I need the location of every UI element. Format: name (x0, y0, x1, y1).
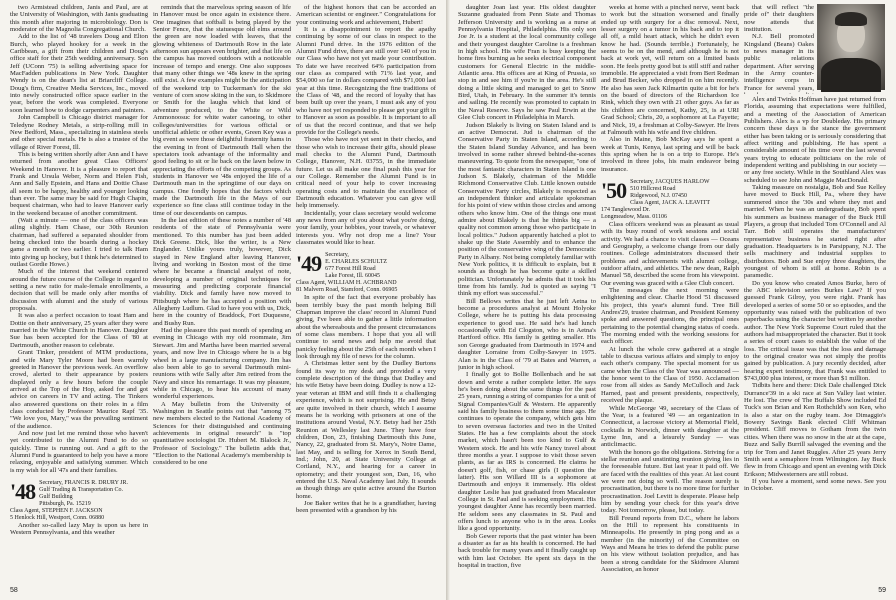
paragraph: Grant Tinker, president of MTM productions, and wife Mary Tyler Moore had been warmly greeted in Hanover the previous week. An overflow crowd, alerted to their appearance by posters displayed only a few hours before the couple arrived at the Top of the Hop, asked for and got advice on careers in TV and acting. The Tinkers also answered questions on their roles in a film class conducted by Professor Maurice Rapf '35. "We love you, Mary," was the prevailing sentiment of the audience. (10, 349, 148, 430)
address-line: 5 Henlock Hill, Westport, Conn. 06880 (10, 515, 105, 521)
right-column-3-top (744, 4, 814, 94)
secretary-line: Secretary, JACQUES HARLOW (630, 178, 710, 185)
paragraph: Bob Gewer reports that the past winter has been a disaster as far as his health is concerned. He had back trouble for many years and it finally caught up with him last October. He spent six days in the hospital in traction, five (458, 532, 596, 570)
paragraph: It was also a perfect occasion to toast Ham and Dottie on their anniversary, 25 years after they were married in the White Church in Hanover. Daughter Sue has been accepted for the Class of '80 at Dartmouth, another reason to celebrate. (10, 312, 148, 349)
paragraph: Bill Bellows writes that he just left Aetna to become a procedures analyst at Mount Holyoke College, where he is putting his data processing experience to good use. He said he's had lunch occasionally with Ed Clogston, who is in Aetna's Hartford office. His family is getting smaller. His son George graduated from Dartmouth in 1974 and daughter Lorraine from Colby-Sawyer in 1975. Alan is in the Class of '79 at Bates and Warren, a junior in high school. (458, 297, 596, 371)
class-49-header (296, 252, 436, 294)
right-column-2 (601, 4, 739, 590)
paragraph: It is a disappointment to report the apathy continuing by some of our class in respect to the Alumni Fund drive. In the 1976 edition of the Alumni Fund drive, there are still over 140 of you in our Class who have not yet made your contribution. To date we have received 64% participation from our class as compared with 71% last year, and $54,000 so far in dollars compared with $71,000 last year at this time. Recognizing the fine traditions of the Class of '48, and the record of loyalty that has been built up over the years, I must ask any of you who have not yet responded to please get your gift in to Hanover as soon as possible. It is important to all of us that the record continue, and that we help provide for the College's needs. (296, 26, 436, 136)
paragraph: John Campbell is Chicago district manager for Teledyne Rodney Metals, a strip-rolling mill in New Bedford, Mass., specializing in stainless steels and other special metals. He is also a trustee of the village of River Forest, Ill. (10, 114, 148, 151)
paragraph: At lunch the whole crew gathered at a single table to discuss various affairs and simply to enjoy each other's company. The special moment for us came when the Class of the Year was announced — the honor went to the Class of 1950. Acclamation rose from all sides as Sandy McCulloch and Jack Harned, past and present presidents, respectively, received the plaque. (601, 345, 739, 405)
paragraph: Bill Freund reports from D.C., where he labors on the Hill to represent his constituents in Minneapolis. He presently in ping pong and as a member (in the minority) of the Committee on Ways and Means he tries to defend the public purse on his view without isolation prejudice, and has been a strong candidate for the Skidmore Alumni Association, an honor (601, 514, 739, 574)
paragraph: And now just let me remind those who haven't yet contributed to the Alumni Fund to do so quickly. Time is running out. And a gift to the Alumni Fund is guaranteed to help you have a more relaxing, enjoyable and satisfying summer. Which is my wish for all '47s and their families. (10, 429, 148, 474)
address-line: 174 Tanglewood Dr. (601, 206, 650, 213)
paragraph: Also in Maine, Bob McKay says he spent a week at Tunis, Kenya, last spring and will be back this spring when he is on a trip to Europe. He's involved in three jobs, his main endeavor being insurance. (601, 136, 739, 173)
paragraph: Those who have not yet sent in their checks, and those who wish to increase their gifts, should please mail checks to the Alumni Fund, Dartmouth College, Hanover, N.H. 03755, in the immediate future. Let us all make one final push this year for our College. Remember the Alumni Fund is in critical need of your help to cover increasing operating costs and to maintain the excellence of Dartmouth education. Whatever you can give will help immensely. (296, 136, 436, 210)
class-year: '49 (296, 251, 322, 277)
paragraph: Much of the interest that weekend centered around the future course of the College in regard to setting a new ratio for male-female enrollments, a decision that will be made only after months of discussion with alumni and the study of various proposals. (10, 268, 148, 313)
paragraph: In spite of the fact that everyone probably has been terribly busy the past month helping Bill Chapman improve the class' record in Alumni Fund giving, I've been able to gather a little information about the whereabouts and the present circumstances of some class members. I hope that you all will continue to send news and help me avoid that panicky feeling about the 25th of each month when I look through my file of news for the column. (296, 294, 436, 361)
paragraph: Incidentally, your class secretary would welcome any news from any of you about what you're doing, your family, your hobbies, your travels, or whatever interests you. Why not drop me a line? Your classmates would like to hear. (296, 209, 436, 246)
secretary-line: Secretary, (325, 252, 349, 259)
right-column-1 (458, 4, 596, 590)
paragraph: I finally got to Bollie Bollenbach and he sat down and wrote a rather complete letter. He says he's been doing about the same things for the past 25 years, running a string of companies for a unit of Signal Companies/Gulf & Western. He apparently said his family business to them some time ago. He continues to operate the company, which gets him to seven overseas factories and two in the United States. He has a few complaints about the stock market, which hasn't been too kind to Gulf & Western stock. He and his wife Nancy travel about three months a year. I suppose to visit those seven plants, as far as IRS is concerned. He claims he doesn't golf, fish, or chase girls (I question the latter). His son Willard III is a sophomore at Dartmouth and enjoys it immensely. His oldest daughter Leslie has just graduated from Macalester College in St. Paul and is seeking employment. His youngest daughter Anne has recently been married. He seldom sees any classmates in St. Paul and offers lunch to anyone who is in the area. Looks like a good opportunity. (458, 371, 596, 533)
paragraph: N.J. Bell promoted Kingsland (Beans) Oakes to news manager in its public relations department. After serving in the Army counter-intelligence corps in France for several years, (744, 33, 814, 92)
address-line: Longmeadow, Mass. 01106 (601, 213, 668, 220)
class-agent-line: Class Agent, WILLIAM H. ACHBRAND (296, 280, 397, 287)
paragraph: Class officers weekend was as pleasant as usual with its busy round of work sessions and social activity. We had a chance to visit classes — Oceans and Geography, a welcome change from our daily routines. College administrators discussed their problems and achievements with alumni college, outdoor affairs, and athletics. The new dean, Ralph Manuel '58, described the scene from his viewpoint. Our evening was graced with a Glee Club concert. (601, 220, 739, 287)
paragraph: reminds that the marvelous spring season of life in Hanover must be once again in existence there. One imagines that softball is being played by the Senior Fence, that the statuesque old elms around the green are now loaded with leaves, that the glowing whiteness of Dartmouth Row in the late afternoon sun appears even brighter, and that life on the campus has moved outdoors with a noticeable increase of tempo and energy. One also supposes that many other things we '48s knew in the spring still exist. A few examples might be the anticipation of the weekend trip to Tuckerman's for the ski venture of corn snow skiing in the sun, to Skidmore or Smith for the laughs which that kind of adventure produced, to the White or Wild Ammonoosuc for white water canoeing, to other colleges/universities for various official or unofficial athletic or other events, Green Key was a big event as were those delightful fraternity hams in the evening in front of Dartmouth Hall when the spectators took advantage of the informality and good feeling to sit or lie back on the lawn below in appreciating the efforts of the competing groups. As students in Hanover we '48s enjoyed the life of a Dartmouth man in the springtime of our days on campus. One fondly hopes that the factors which made the Dartmouth life in the Mays of our experience so fine class still continue today in the time of our descendants on campus. (153, 4, 291, 217)
class-agent-line: Class Agent, JACK A. LEAVITT (630, 199, 711, 206)
paragraph: With the honors go the obligations. Striving for a stellar reunion and unstinting reunion giving lies in the foreseeable future. But last year it paid off. We are faced with the realities of this year. At last count we were not doing so well. The reason surely is procrastination, but there is no more time for further procrastination. Joel Levitt is desperate. Please help him by sending your check for this year's drive today. Not tomorrow, please, but today. (601, 448, 739, 515)
address-line: Gulf Trading & Transportation Co. (39, 487, 123, 493)
paragraph: This is being written shortly after Ann and I have returned from another great Class Officers' Weekend in Hanover. It is a pleasure to report that Frank and Ursula Weber, Norm and Helen Fish, Ann and Sally Epstein, and Hans and Dottie Chase all seem to be happy, healthy and younger looking than ever. The same may be said for Hugh Chapin, bequest chairman, who had to leave Hanover early in the weekend because of another commitment. (10, 150, 148, 217)
paragraph: of the highest honors that can be accorded an American scientist or engineer." Congratulations for your continuing work and achievement, Hubert! (296, 4, 436, 26)
paragraph: two Armistead children, Janis and Paul, are at the University of Washington, with Janis graduating this month after majoring in microbiology. Don is moderator of the Magnolia Congregational Church. (10, 4, 148, 34)
paragraph: that will reflect "the pride of" their daughters now attends that institution. (744, 4, 814, 34)
address-line: 510 Hillcrest Road (630, 185, 676, 192)
left-column-2 (153, 4, 291, 590)
address-line: Gulf Building (39, 494, 73, 500)
secretary-line: Secretary, FRANCIS R. DRURY JR. (39, 480, 129, 486)
page-number: 59 (878, 587, 886, 594)
left-column-3 (296, 4, 436, 590)
paragraph: Judson Blakely is living on Staten Island and is an active Democrat. Jud is chairman of the Conservative Party in Staten Island, according to the Staten Island Sunday Advance, and has been involved in some rather shrewd behind-the-scenes maneuvering. To quote from the newspaper, "one of the most fantastic characters in Staten Island is one Judson S. Blakely, chairman of the Middle Richmond Conservative Club. Little known outside Conservative Party circles, Blakely is respected as an independent thinker and articulate spokesman for his point of view within those circles and among others who know him. One of the things one must admire about Blakely is that he thinks big — a quality not common among those who participate in local politics." Judson apparently hatched a plot to shake up the State Assembly and to enhance the position of the conservative wing of the Democratic Party in Albany. Not being completely familiar with New York politics, it is difficult to explain, but it sounds as though he has become quite a skilled politician. Unfortunately he admits that it took his time from his family. Jud is quoted as saying "I think my effort was successful." (458, 121, 596, 298)
address-line: 677 Forest Hill Road (325, 266, 376, 273)
address-line: Lake Forest, Ill. 60045 (325, 273, 380, 280)
portrait-photo (817, 4, 885, 90)
paragraph: While McGeorge '49, secretary of the Class of the Year, is a featured '49 — an organization in Connecticut, a lacrosse victory at Memorial Field, cocktails in Norwich, dinner with daughter at the Lyme Inn, and a leisurely Sunday — was anticlimactic. (601, 404, 739, 449)
class-year: '48 (10, 479, 36, 504)
paragraph: Joe Baker writes that he is a grandfather, having been presented with a grandson by his (296, 499, 436, 515)
paragraph: weeks at home with a pinched nerve, went back to work but the situation worsened and finally ended up with surgery for a disc removal. Next, lesser surgery on a tumor in his back and to top it all off, a mild heart attack, which he didn't even know he had. (Sounds terrible.) Fortunately, he seems to be on the mend, and although he is not back at work yet, will return on a limited basis soon. He feels pretty good but is still stiff and rather immobile. He appreciated a visit from Bert Redman and Brud Becker, who dropped in on him recently. He also has seen Jack Kilmartin quite a bit for he's on the board of directors of the Richardson Ice Rink, which they own with 21 other guys. As far as his children are concerned, Kathy, 25, is at URI Grad School; Chris, 20, a sophomore at La Fayette; and Nick, 19, a freshman at Colby-Sawyer. He lives at Falmouth with his wife and five children. (601, 4, 739, 136)
right-column-3-bottom (744, 96, 886, 590)
paragraph: Another so-called lazy May is upon us here in Western Pennsylvania, and this weather (10, 522, 148, 537)
paragraph: Had the pleasure this past month of spending an evening in Chicago with my old roommate, Jim Stewart. Jim and Martha have been married several years, and now live in Chicago where he is a big wheel in a large manufacturing company. Jim has also been able to go to several Dartmouth mini-reunions with wife Sally after Jim retired from the Navy and since his remarriage. It was my pleasure, while in Chicago, to hear his account of many wonderful experiences. (153, 327, 291, 401)
paragraph: (Wait a minute — one of the class officers was ailing slightly. Ham Chase, our 30th Reunion chairman, had suffered a separated shoulder from being checked into the boards during a hockey game a month or two earlier. I tried to talk Ham into giving up hockey, but I think he's determined to outlast Gordie Howe.) (10, 216, 148, 269)
class-year: '50 (601, 177, 627, 203)
address-line: Ridgewood, N.J. 07450 (630, 192, 687, 199)
address-line: 81 Malvern Road, Stamford, Conn. 06905 (296, 287, 398, 294)
secretary-name: E. CHARLES SCHULTZ (325, 259, 388, 266)
paragraph: daughter Joan last year. His oldest daughter Suzanne graduated from Penn State and Thomas Jefferson University and is working as a nurse at Pennsylvania Hospital, Philadelphia. His only son Joe Jr. is a student at the local community college and their youngest daughter Caroline is a freshman in high school. His wife Fran is busy keeping the home fires burning as he seeks electrical component customers for General Electric in the middle-Atlantic area. His offices are at King of Prussia, so stop in and see him if you're in the area. He's still doing a little skiing and managed to get to Snow Bird, Utah, in February. In the summer it's tennis and sailing. He recently was promoted to captain in the Naval Reserve. Says he saw Paul Erwin at the Glee Club concert in Philadelphia in March. (458, 4, 596, 122)
class-agent-line: Class Agent, STEPHEN F. JACKSON (10, 508, 103, 514)
paragraph: Add to the list of '48 travelers Doug and Elton Burch, who played hookey for a week in the Caribbean, a gift from their children and Doug's office staff for their 25th wedding anniversary. Son Jeff (UConn '75) is selling advertising space for MacFadden publications in New York. Daughter Wendy is on the dean's list at Briarcliff College. Doug's firm, Creative Media Services, Inc., moved into newly constructed office space earlier in the year, before the work was completed. Everyone soon learned how to dodge carpenters and painters. (10, 33, 148, 114)
paragraph: Taking measure on nostalgia, Bob and Sue Kelley have moved to Buck Hill, Pa., where they have summered since the '30s and where they met and married. When he was an undergraduate, Bob spent his summers as business manager of the Buck Hill Players, a group that included Tom O'Connell and Al Tarr. Bob still operates the manufacturers' representative business he started right after graduation. Headquarters is in Parsippany, N.J. The sells machinery and industrial supplies to distributors. Bob and Sue enjoy three daughters, the youngest of whom is still at home. Robin is a paramedic. (744, 184, 886, 280)
paragraph: The messages the next morning were enlightening and clear. Charlie Hood '51 discussed his project, this year's alumni fund. Tree Bill Andres'29, trustee chairman, and President Kemeny spoke and answered questions, the principal ones pertaining to the potential changing status of coeds. The morning ended with the working sessions for each officer. (601, 287, 739, 346)
paragraph: A May bulletin from the University of Washington in Seattle points out that "among 75 new members elected to the National Academy of Sciences for their distinguished and continuing achievements in original research" is "top quantitative sociologist Dr. Hubert M. Blalock Jr., Professor of Sociology." The bulletin adds that, "Election to the National Academy's membership is considered to be one (153, 400, 291, 467)
class-48-header (10, 480, 148, 522)
left-column-1 (10, 4, 148, 590)
paragraph: If you have a moment, send some news. See you in October. (744, 477, 886, 493)
paragraph: A Christmas letter sent by the Dudley Burtons found its way to my desk and provided a very complete description of the things that Dudley and his wife Betsy have been doing. Dudley is now a 12-year veteran at IBM and still finds it a challenging experience, which is not surprising. He and Betsy are quite involved in their church, which I assume means he is working with prisoners at one of the institutions around Vestal, N.Y. Betsy had her 25th Reunion at Wellesley last June. They have four children, Don, 23, finishing Dartmouth this June, Nancy, 22, graduated from St. Mary's, Notre Dame, last May, and is selling for Xerox in South Bend, Ind.; John, 20, at State University College at Cortland, N.Y., and hearing for a career in optometry; and their youngest son, Dan, 16, who entered the U.S. Naval Academy last July. It sounds as though things are quite active around the Burton home. (296, 360, 436, 500)
class-50-header (601, 179, 739, 221)
paragraph: Alex and Twinks Hoffman have just returned from Florida, assuming that expectations were fulfilled, and a meeting of the Association of American Publishers. Alex is a vp for Doubleday. His primary concern these days is the stance the government either has been taking or is seriously considering that affect writing and publishing. He has spent a considerable amount of his time over the last several years trying to educate politicians on the role of independent writing and publishing in our society — or any free society. While in the Southland Alex was scheduled to see John and Maggie MacDonald. (744, 96, 886, 184)
paragraph: Do you know who created Amos Burke, hero of the ABC television series Burkes Law? If you guessed Frank Gilroy, you were right. Frank has developed a series of some 50 or so episodes, and the opportunity was raised with the publication of two paperbacks using the character but written by another author. The New York Supreme Court ruled that the authors had misappropriated the character. But it took a series of court cases to establish the value of the loss. The critical issue was that the loss and damage to the original creator was not simply the profits gained by publication. A jury recently decided, after hearing expert testimony, that Frank was entitled to $743,000 plus interest, or more than $1 million. (744, 279, 886, 383)
page-number: 58 (10, 587, 18, 594)
right-page (450, 0, 896, 600)
left-page (0, 0, 446, 600)
paragraph: Tidbits here and there: Dick Dale challenged Dick Durrance'39 in a ski race at Sun Valley last winter. He lost. The crew of The Buffalo Show included Ed Tuck's son Brian and Ken Rothchild's son Ken, who is also a star on the rugby team. Joe Dimaggio's Bowery Savings Bank elected Cliff Whitman president. Cliff moves to Gotham from the twin cities. When there was no snow in the air at the cape, Buzz and Sally Burrill salvaged the evening and the trip for Tom and Janet Ruggles. After 25 years Jerry Smith sent a semaphore from Wilmington. Jay Buck flew in from Chicago and spent an evening with Dick Erikson; Midwesterners are still robust. (744, 382, 886, 478)
paragraph: In the last edition of these notes a number of '48 residents of the state of Pennsylvania were mentioned. To this number has just been added Dick Greene. Dick, like the writer, is a New Englander. Unlike yours truly, however, Dick stayed in New England after leaving Hanover, living and working in Boston most of the time where he became a financial analyst of note, developing a number of original techniques for measuring and predicting corporate financial viability. Dick and family have now moved to Pittsburgh where he has accepted a position with Allegheny Ludlum. Glad to have you with us, Dick, here in the country of Braddock, Fort Duquesne, and Bushy Run. (153, 216, 291, 327)
address-line: Pittsburgh, Pa. 15219 (39, 501, 91, 507)
